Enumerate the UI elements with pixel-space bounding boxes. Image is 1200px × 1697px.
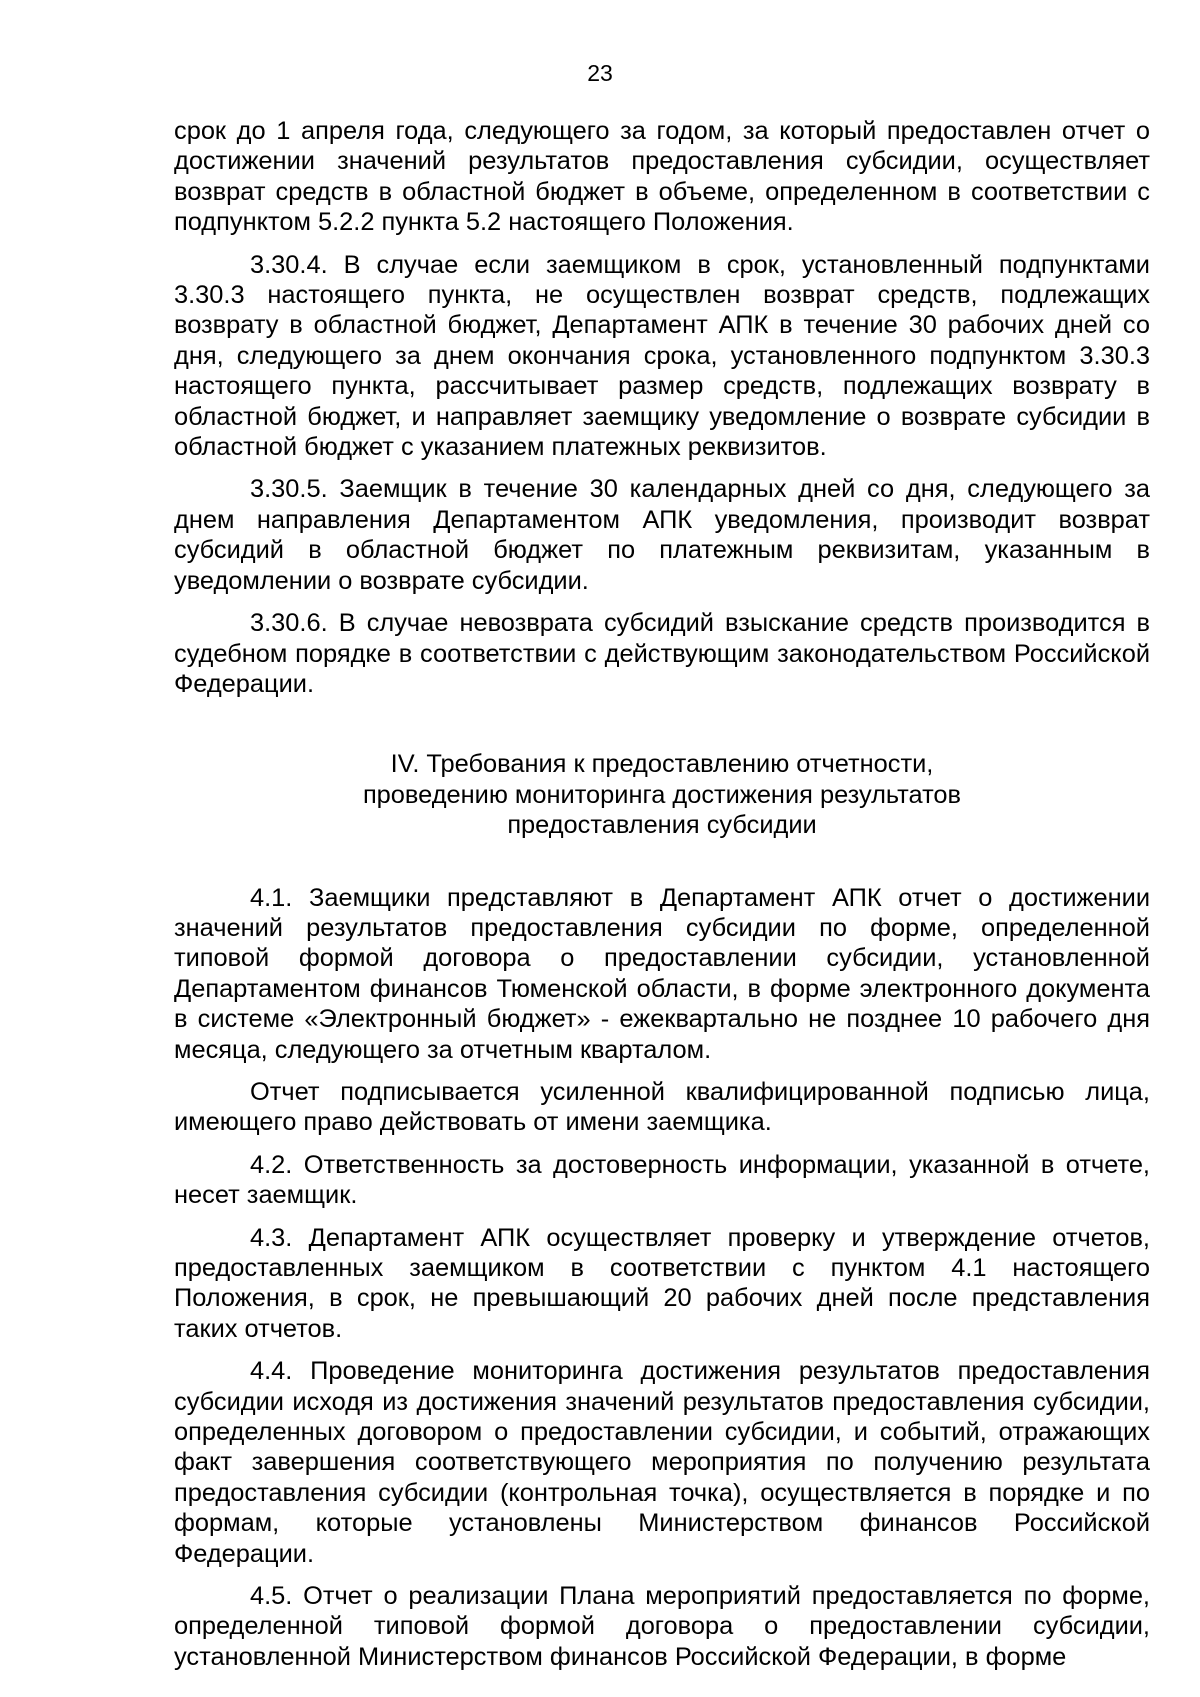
paragraph-4-4: 4.4. Проведение мониторинга достижения результатов предоставления субсидии исходя из достижения значений результатов предоставления субсидии, определенных договором о предоставлении субсидии, и событий, отражающих факт завершения соответствующего мероприятия по получению результата предоставления субсидии (контрольная точка), осуществляется в порядке и по формам, которые установлены Министерством финансов Российской Федерации. xyxy=(174,1357,1150,1568)
paragraph-4-2: 4.2. Ответственность за достоверность информации, указанной в отчете, несет заемщик. xyxy=(174,1150,1150,1210)
paragraph-3-30-5: 3.30.5. Заемщик в течение 30 календарных дней со дня, следующего за днем направления Департаментом АПК уведомления, производит возврат субсидий в областной бюджет по платежным реквизитам, указанным в уведомлении о возврате субсидии. xyxy=(174,475,1150,595)
section-heading xyxy=(174,749,1150,840)
paragraph-4-1-signature: Отчет подписывается усиленной квалифицированной подписью лица, имеющего право действовать от имени заемщика. xyxy=(174,1077,1150,1137)
section-heading-line-3: предоставления субсидии xyxy=(507,811,817,840)
section-heading-line-1: IV. Требования к предоставлению отчетности, xyxy=(390,750,934,779)
paragraph-4-1: 4.1. Заемщики представляют в Департамент АПК отчет о достижении значений результатов предоставления субсидии по форме, определенной типовой формой договора о предоставлении субсидии, установленной Департаментом финансов Тюменской области, в форме электронного документа в системе «Электронный бюджет» - ежеквартально не позднее 10 рабочего дня месяца, следующего за отчетным кварталом. xyxy=(174,883,1150,1064)
page-number: 23 xyxy=(587,60,613,86)
paragraph-3-30-4: 3.30.4. В случае если заемщиком в срок, установленный подпунктами 3.30.3 настоящего пункта, не осуществлен возврат средств, подлежащих возврату в областной бюджет, Департамент АПК в течение 30 рабочих дней со дня, следующего за днем окончания срока, установленного подпунктом 3.30.3 настоящего пункта, рассчитывает размер средств, подлежащих возврату в областной бюджет, и направляет заемщику уведомление о возврате субсидии в областной бюджет с указанием платежных реквизитов. xyxy=(174,250,1150,462)
paragraph-4-5: 4.5. Отчет о реализации Плана мероприятий предоставляется по форме, определенной типовой формой договора о предоставлении субсидии, установленной Министерством финансов Российской Федерации, в форме xyxy=(174,1582,1150,1671)
paragraph-4-3: 4.3. Департамент АПК осуществляет проверку и утверждение отчетов, предоставленных заемщиком в соответствии с пунктом 4.1 настоящего Положения, в срок, не превышающий 20 рабочих дней после представления таких отчетов. xyxy=(174,1223,1150,1343)
paragraph-continuation: срок до 1 апреля года, следующего за годом, за который предоставлен отчет о достижении значений результатов предоставления субсидии, осуществляет возврат средств в областной бюджет в объеме, определенном в соответствии с подпунктом 5.2.2 пункта 5.2 настоящего Положения. xyxy=(174,117,1150,237)
document-body xyxy=(174,116,1150,1672)
section-heading-line-2: проведению мониторинга достижения результатов xyxy=(362,780,962,809)
paragraph-3-30-6: 3.30.6. В случае невозврата субсидий взыскание средств производится в судебном порядке в соответствии с действующим законодательством Российской Федерации. xyxy=(174,609,1150,698)
